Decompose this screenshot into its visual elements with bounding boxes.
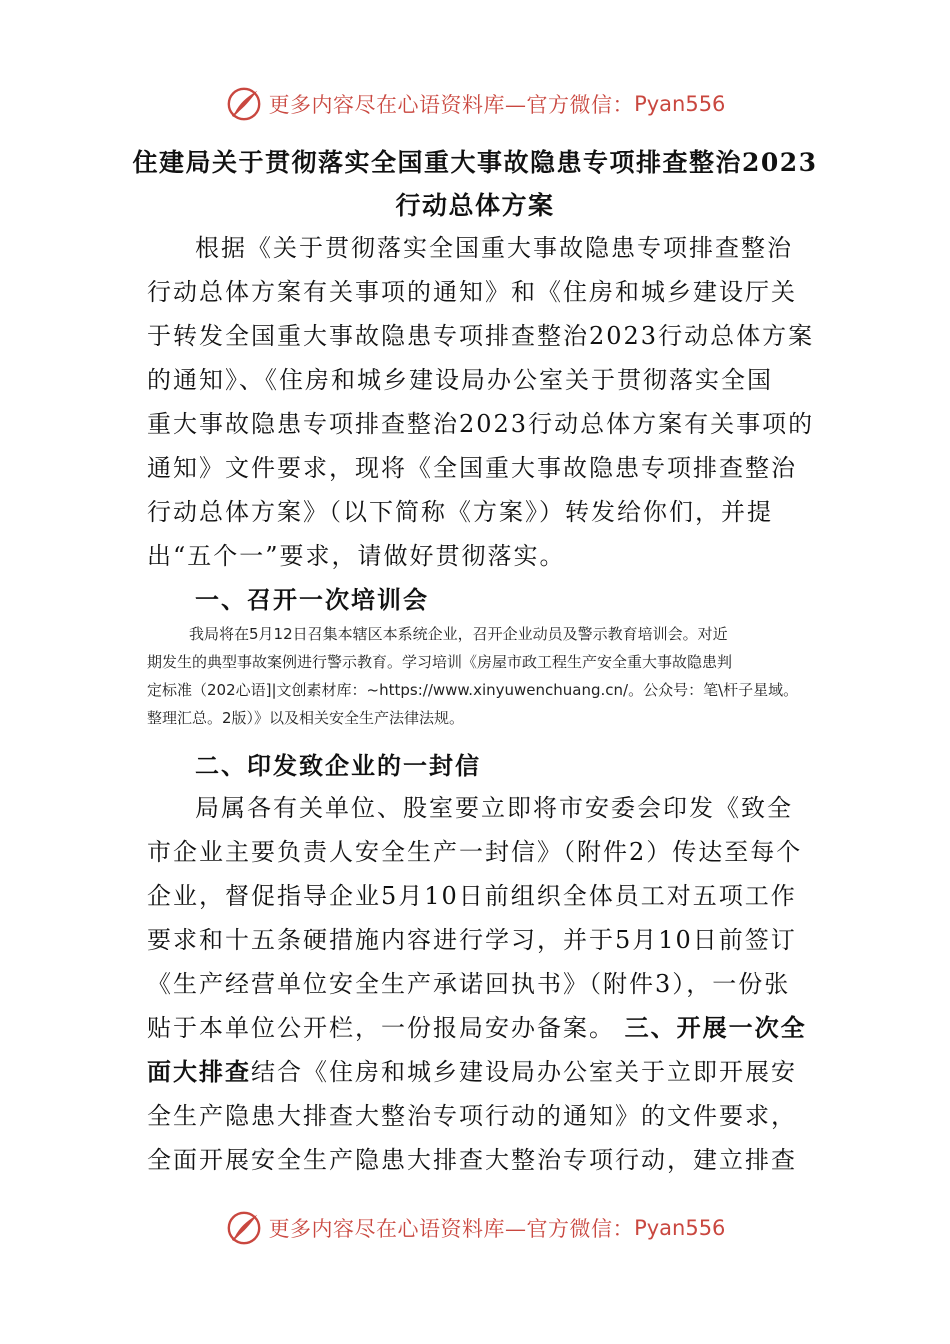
section-2-heading: 二、印发致企业的一封信 (195, 751, 481, 780)
paragraph-line: 出“五个一”要求，请做好贯彻落实。 (147, 542, 566, 570)
paragraph-line: 定标准（202心语]|文创素材库：~https://www.xinyuwenchuang.cn/。公众号：笔\杆子星域。 (147, 681, 799, 699)
paragraph-line: 我局将在5月12日召集本辖区本系统企业，召开企业动员及警示教育培训会。对近 (189, 625, 728, 643)
section-3-heading-part-2: 面大排查 (147, 1057, 251, 1086)
document-title-line-2: 行动总体方案 (395, 191, 555, 220)
banner-wechat-id: Pyan556 (634, 92, 726, 116)
paragraph-line: 通知》文件要求，现将《全国重大事故隐患专项排查整治 (147, 454, 797, 482)
footer-banner (0, 1208, 950, 1248)
intro-paragraph (147, 226, 815, 578)
section-3-heading-part-1: 三、开展一次全 (624, 1013, 807, 1042)
paragraph-line: 重大事故隐患专项排查整治2023行动总体方案有关事项的 (147, 410, 815, 438)
paragraph-line: 局属各有关单位、股室要立即将市安委会印发《致全 (195, 794, 793, 822)
quill-logo-icon (225, 1209, 263, 1247)
banner-text: 更多内容尽在心语资料库—官方微信： (268, 1217, 635, 1241)
section-2-paragraph (147, 786, 807, 1182)
paragraph-line: 行动总体方案》（以下简称《方案》）转发给你们，并提 (147, 498, 773, 526)
paragraph-line: 企业，督促指导企业5月10日前组织全体员工对五项工作 (147, 882, 797, 910)
paragraph-line: 的通知》、《住房和城乡建设局办公室关于贯彻落实全国 (147, 366, 773, 394)
paragraph-line (147, 1050, 807, 1094)
paragraph-line: 根据《关于贯彻落实全国重大事故隐患专项排查整治 (195, 234, 793, 262)
banner-wechat-id: Pyan556 (634, 1216, 726, 1240)
paragraph-text: 贴于本单位公开栏，一份报局安办备案。 (147, 1014, 615, 1042)
paragraph-line: 全面开展安全生产隐患大排查大整治专项行动，建立排查 (147, 1146, 797, 1174)
paragraph-line: 市企业主要负责人安全生产一封信》（附件2）传达至每个 (147, 838, 803, 866)
paragraph-line: 整理汇总。2版）》以及相关安全生产法律法规。 (147, 709, 465, 727)
paragraph-line: 全生产隐患大排查大整治专项行动的通知》的文件要求， (147, 1102, 797, 1130)
paragraph-line: 行动总体方案有关事项的通知》和《住房和城乡建设厅关 (147, 278, 797, 306)
header-banner (0, 84, 950, 124)
paragraph-line: 于转发全国重大事故隐患专项排查整治2023行动总体方案 (147, 322, 815, 350)
paragraph-line: 要求和十五条硬措施内容进行学习，并于5月10日前签订 (147, 926, 797, 954)
paragraph-text: 结合《住房和城乡建设局办公室关于立即开展安 (251, 1058, 797, 1086)
paragraph-line (147, 1006, 807, 1050)
paragraph-line: 期发生的典型事故案例进行警示教育。学习培训《房屋市政工程生产安全重大事故隐患判 (147, 653, 733, 671)
document-title-line-1: 住建局关于贯彻落实全国重大事故隐患专项排查整治2023 (132, 148, 818, 177)
section-1-paragraph (147, 620, 817, 732)
section-1-heading: 一、召开一次培训会 (195, 585, 429, 614)
quill-logo-icon (225, 85, 263, 123)
banner-text: 更多内容尽在心语资料库—官方微信： (268, 93, 635, 117)
paragraph-line: 《生产经营单位安全生产承诺回执书》（附件3），一份张 (147, 970, 791, 998)
